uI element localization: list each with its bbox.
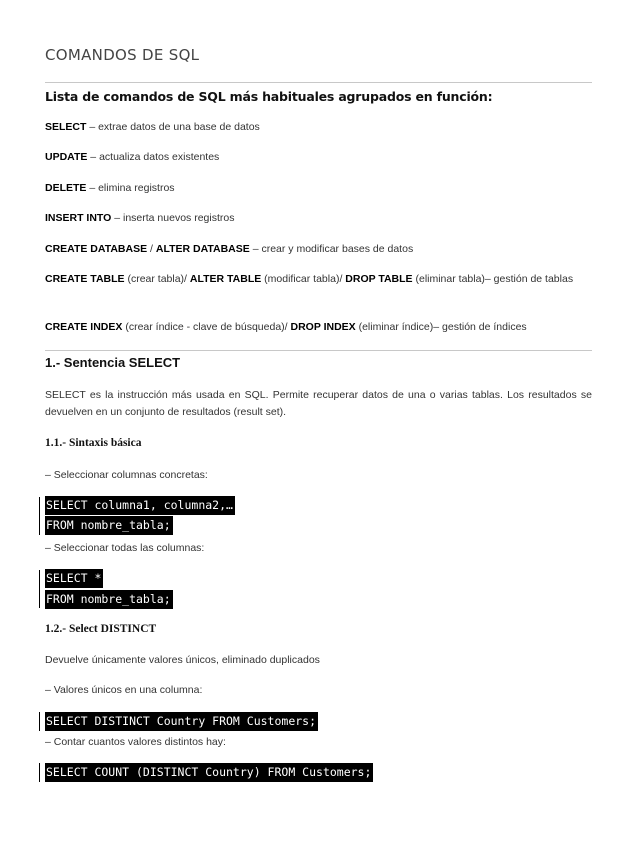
command-select [45,118,592,137]
divider [45,350,592,351]
command-delete [45,179,592,198]
command-update [45,148,592,167]
command-description: – inserta nuevos registros [111,212,235,224]
command-description: (eliminar índice)– gestión de índices [355,321,527,333]
code-block-marker [39,763,40,782]
code-block: FROM nombre_tabla; [45,516,173,535]
divider [45,82,592,83]
command-description: (crear tabla)/ [124,273,190,285]
command-description: – extrae datos de una base de datos [86,121,260,133]
code-label: – Seleccionar columnas concretas: [45,469,208,481]
command-insert [45,209,592,228]
command-keyword: DROP INDEX [290,321,356,333]
command-description: (modificar tabla)/ [261,273,346,285]
command-keyword: ALTER TABLE [189,273,262,285]
command-keyword: CREATE TABLE [45,273,125,285]
command-description: – elimina registros [86,182,175,194]
command-keyword: DELETE [45,182,87,194]
commands-subtitle: Lista de comandos de SQL más habituales agrupados en función: [45,89,493,104]
code-block-marker [39,570,40,608]
code-label: – Contar cuantos valores distintos hay: [45,736,226,748]
section-intro: SELECT es la instrucción más usada en SQL. Permite recuperar datos de una o varias tablas. Los resultados se devuelven en un conjunto de resultados (result set). [45,389,592,418]
code-block-marker [39,712,40,731]
command-description: – actualiza datos existentes [87,151,220,163]
section-heading: 1.- Sentencia SELECT [45,355,181,370]
command-description: (eliminar tabla)– gestión de tablas [412,273,574,285]
command-keyword: SELECT [45,121,87,133]
code-block: SELECT DISTINCT Country FROM Customers; [45,712,318,731]
subsection-heading: 1.2.- Select DISTINCT [45,623,157,635]
command-description: – crear y modificar bases de datos [249,243,414,255]
command-description: / [147,243,156,255]
command-keyword: CREATE INDEX [45,321,123,333]
code-block: SELECT columna1, columna2,… [45,496,235,515]
subsection-heading: 1.1.- Sintaxis básica [45,437,142,449]
command-keyword: UPDATE [45,151,88,163]
command-index [45,318,592,337]
subsection-description: Devuelve únicamente valores únicos, eliminado duplicados [45,654,320,666]
command-table [45,270,592,289]
command-database [45,240,592,259]
command-description: (crear índice - clave de búsqueda)/ [122,321,291,333]
command-keyword: INSERT INTO [45,212,112,224]
page-title: COMANDOS DE SQL [45,46,200,64]
command-keyword: ALTER DATABASE [155,243,250,255]
code-label: – Valores únicos en una columna: [45,684,203,696]
code-block: SELECT * [45,569,103,588]
code-block: SELECT COUNT (DISTINCT Country) FROM Customers; [45,763,373,782]
code-block: FROM nombre_tabla; [45,590,173,609]
code-label: – Seleccionar todas las columnas: [45,542,205,554]
command-keyword: DROP TABLE [345,273,413,285]
command-keyword: CREATE DATABASE [45,243,148,255]
code-block-marker [39,497,40,535]
